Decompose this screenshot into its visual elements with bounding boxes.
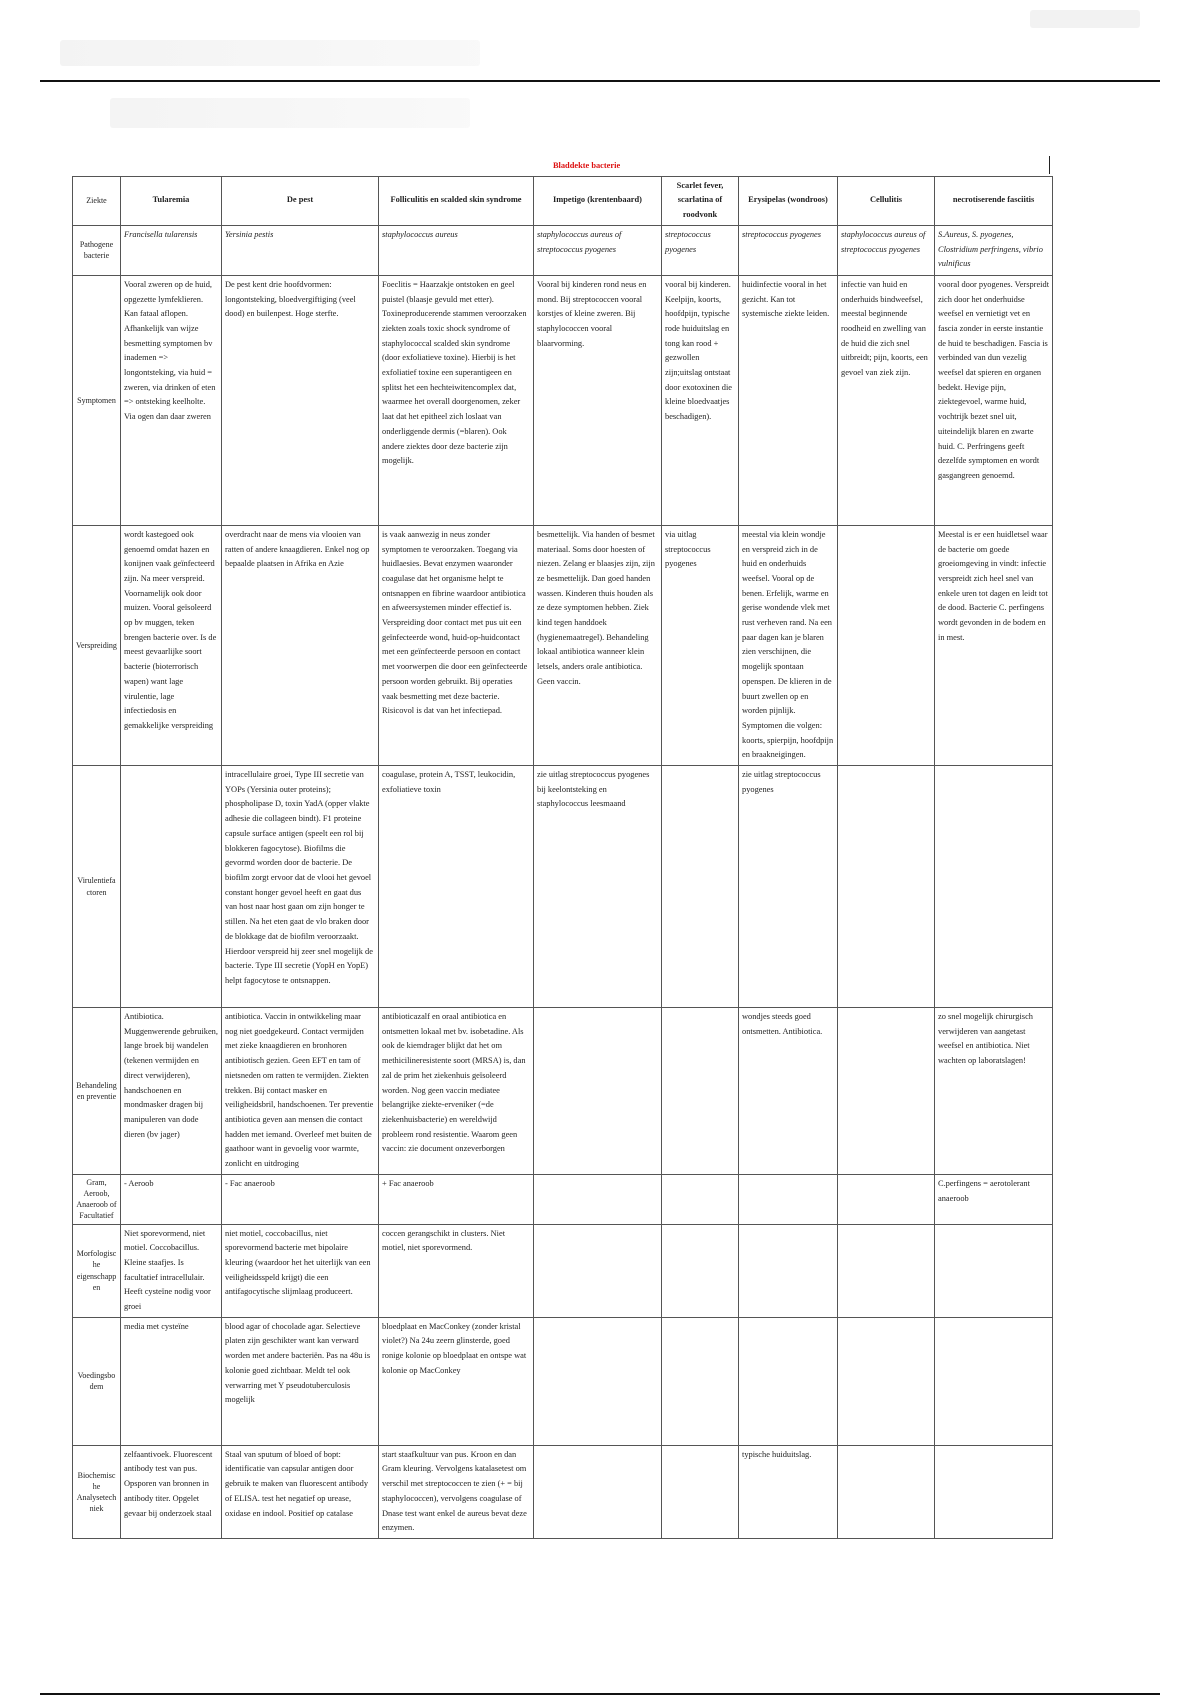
table-cell: Niet sporevormend, niet motiel. Coccobacillus. Kleine staafjes. Is facultatief intracellulair. Heeft cysteïne nodig voor groei <box>121 1224 222 1317</box>
column-header: Tularemia <box>121 176 222 225</box>
table-cell <box>662 1008 739 1175</box>
table-cell: vooral door pyogenes. Verspreidt zich door het onderhuidse weefsel en vernietigt vet en fascia zonder in eerste instantie de huid te beschadigen. Fascia is verbinded van dun vezelig weefsel dat spieren en organen bedekt. Hevige pijn, ziektegevoel, warme huid, vochtrijk bezet snel uit, uiteindelijk blaren en zwarte huid. C. Perfringens geeft dezelfde symptomen en wordt gasgangreen genoemd. <box>935 275 1053 525</box>
column-header: De pest <box>222 176 379 225</box>
row-label: Morfologische eigenschappen <box>73 1224 121 1317</box>
group-header: Bladdekte bacterie <box>121 157 1053 176</box>
table-cell: Francisella tularensis <box>121 225 222 275</box>
row-label: Virulentiefactoren <box>73 766 121 1008</box>
table-row <box>73 766 1053 1008</box>
table-cell: Yersinia pestis <box>222 225 379 275</box>
table-cell: Antibiotica. Muggenwerende gebruiken, lange broek bij wandelen (tekenen vermijden en direct verwijderen), handschoenen en mondmasker dragen bij manipuleren van dode dieren (bv jager) <box>121 1008 222 1175</box>
group-header-row <box>73 157 1053 176</box>
table-cell: via uitlag streptococcus pyogenes <box>662 525 739 765</box>
table-row <box>73 525 1053 765</box>
empty-corner <box>73 157 121 176</box>
row-label: Gram, Aeroob, Anaeroob of Facultatief <box>73 1174 121 1224</box>
column-header: necrotiserende fasciitis <box>935 176 1053 225</box>
table-cell <box>935 1445 1053 1538</box>
table-cell <box>534 1174 662 1224</box>
table-cell <box>739 1174 838 1224</box>
table-cell: vooral bij kinderen. Keelpijn, koorts, hoofdpijn, typische rode huiduitslag en tong kan rood + gezwollen zijn;uitslag ontstaat door exotoxinen die kleine bloedvaatjes beschadigen). <box>662 275 739 525</box>
table-cell <box>935 1317 1053 1445</box>
column-header: Cellulitis <box>838 176 935 225</box>
table-cell <box>838 1445 935 1538</box>
table-cell <box>838 1008 935 1175</box>
column-header-row <box>73 176 1053 225</box>
row-header-label: Ziekte <box>73 176 121 225</box>
bacteria-table <box>72 157 1053 1539</box>
table-cell <box>838 1224 935 1317</box>
table-cell: start staafkultuur van pus. Kroon en dan Gram kleuring. Vervolgens katalasetest om verschil met streptococcen te zien (+ = bij staphylococcen), vervolgens coagulase of Dnase test want enkel de aureus bevat deze enzymen. <box>379 1445 534 1538</box>
table-cell: typische huiduitslag. <box>739 1445 838 1538</box>
table-cell: Foeclitis = Haarzakje ontstoken en geel puistel (blaasje gevuld met etter). Toxineproducerende stammen veroorzaken ziekten zoals toxic shock syndrome of staphylococcal scalded skin syndrome (door exfoliatieve toxine). Hierbij is het exfoliatief toxine een superantigeen en splitst het een hechteiwitencomplex dat, waarmee het overall doorgenomen, zeker laat dat het epitheel zich loslaat van onderliggende dermis (=blaren). Ook andere ziektes door deze bacterie zijn mogelijk. <box>379 275 534 525</box>
table-cell: C.perfingens = aerotolerant anaeroob <box>935 1174 1053 1224</box>
table-row <box>73 1008 1053 1175</box>
table-cell <box>534 1224 662 1317</box>
table-cell: + Fac anaeroob <box>379 1174 534 1224</box>
table-cell <box>739 1317 838 1445</box>
table-row <box>73 1224 1053 1317</box>
table-cell: intracellulaire groei, Type III secretie van YOPs (Yersinia outer proteins); phospholipase D, toxin YadA (opper vlakte adhesie die collageen bindt). F1 proteine capsule surface antigen (speelt een rol bij blokkeren fagocytose). Biofilms die gevormd worden door de bacterie. De biofilm zorgt ervoor dat de vlooi het gevoel constant honger gevoel heeft en gaat dus van host naar host gaan om zijn honger te stillen. Na het eten gaat de vlo braken door de blokkage dat de biofilm veroorzaakt. Hierdoor verspreid hij zeer snel mogelijk de bacterie. Type III secretie (YopH en YopE) helpt fagocytose te ontsnappen. <box>222 766 379 1008</box>
table-row <box>73 1174 1053 1224</box>
table-cell: bloedplaat en MacConkey (zonder kristal violet?) Na 24u zeern glinsterde, goed ronige kolonie op bloedplaat en ontspe wat kolonie op MacConkey <box>379 1317 534 1445</box>
table-cell: staphylococcus aureus of streptococcus pyogenes <box>534 225 662 275</box>
document-subtitle-block <box>110 98 470 128</box>
table-cell: S.Aureus, S. pyogenes, Clostridium perfringens, vibrio vulnificus <box>935 225 1053 275</box>
table-cell: staphylococcus aureus <box>379 225 534 275</box>
table-cell: - Fac anaeroob <box>222 1174 379 1224</box>
table-cell: is vaak aanwezig in neus zonder symptomen te veroorzaken. Toegang via huidlaesies. Bevat enzymen waaronder coagulase dat het organisme helpt te ontsnappen en fibrine waardoor antibiotica en afweersystemen minder effectief is. Verspreiding door contact met pus uit een geïnfecteerde wond, huid-op-huidcontact met een geïnfecteerde persoon en contact met voorwerpen die door een geïnfecteerde persoon worden gebruikt. Bij operaties vaak besmetting met deze bacterie. Risicovol is dat van het infectiepad. <box>379 525 534 765</box>
table-cell <box>935 1224 1053 1317</box>
table-cell <box>662 1445 739 1538</box>
table-cell <box>838 525 935 765</box>
table-cell <box>662 1317 739 1445</box>
column-header: Impetigo (krentenbaard) <box>534 176 662 225</box>
table-cell <box>662 1174 739 1224</box>
top-divider <box>40 80 1160 82</box>
table-cell: wordt kastegoed ook genoemd omdat hazen en konijnen vaak geïnfecteerd zijn. Na meer verspreid. Voornamelijk ook door muizen. Vooral geïsoleerd op bv muggen, teken brengen bacterie over. Is de meest gevaarlijke soort bacterie (bioterrorisch wapen) want lage virulentie, lage infectiedosis en gemakkelijke verspreiding <box>121 525 222 765</box>
row-label: Verspreiding <box>73 525 121 765</box>
table-cell: wondjes steeds goed ontsmetten. Antibiotica. <box>739 1008 838 1175</box>
table-cell <box>662 766 739 1008</box>
table-cell: zo snel mogelijk chirurgisch verwijderen van aangetast weefsel en antibiotica. Niet wachten op laboratslagen! <box>935 1008 1053 1175</box>
table-cell: media met cysteïne <box>121 1317 222 1445</box>
table-row <box>73 225 1053 275</box>
table-cell <box>534 1008 662 1175</box>
table-cell: Vooral bij kinderen rond neus en mond. Bij streptococcen vooral korstjes of kleine zweren. Bij staphylococcen vooral blaarvorming. <box>534 275 662 525</box>
table-cell: zie uitlag streptococcus pyogenes bij keelontsteking en staphylococcus leesmaand <box>534 766 662 1008</box>
row-label: Pathogene bacterie <box>73 225 121 275</box>
header-corner-mark <box>1030 10 1140 28</box>
table-cell: streptococcus pyogenes <box>739 225 838 275</box>
table-cell <box>838 766 935 1008</box>
table-row <box>73 1317 1053 1445</box>
table-row <box>73 275 1053 525</box>
table-cell <box>739 1224 838 1317</box>
table-cell: staphylococcus aureus of streptococcus pyogenes <box>838 225 935 275</box>
table-cell: coccen gerangschikt in clusters. Niet motiel, niet sporevormend. <box>379 1224 534 1317</box>
column-header: Erysipelas (wondroos) <box>739 176 838 225</box>
table-cell <box>662 1224 739 1317</box>
table-cell: blood agar of chocolade agar. Selectieve platen zijn geschikter want kan verward worden met andere bacteriën. Pas na 48u is kolonie goed zichtbaar. Meldt tel ook verwarring met Y pseudotuberculosis mogelijk <box>222 1317 379 1445</box>
table-cell: besmettelijk. Via handen of besmet materiaal. Soms door hoesten of niezen. Zelang er blaasjes zijn, zijn ze besmettelijk. Dan goed handen wassen. Kinderen thuis houden als ze deze symptomen hebben. Ziek kind tegen handdoek (hygienemaatregel). Behandeling lokaal antibiotica wanneer klein letsels, anders orale antibiotica. Geen vaccin. <box>534 525 662 765</box>
row-label: Voedingsbodem <box>73 1317 121 1445</box>
table-cell: Meestal is er een huidletsel waar de bacterie om goede groeiomgeving in vindt: infectie verspreidt zich heel snel van enkele uren tot dagen en leidt tot de dood. Bacterie C. perfingens wordt gevonden in de bodem en in mest. <box>935 525 1053 765</box>
table-row <box>73 1445 1053 1538</box>
bottom-divider <box>40 1693 1160 1695</box>
row-label: Symptomen <box>73 275 121 525</box>
table-cell: niet motiel, coccobacillus, niet sporevormend bacterie met bipolaire kleuring (waardoor het het uiterlijk van een veiligheidsspeld krijgt) die een antifagocytische slijmlaag produceert. <box>222 1224 379 1317</box>
column-header: Folliculitis en scalded skin syndrome <box>379 176 534 225</box>
table-cell: zie uitlag streptococcus pyogenes <box>739 766 838 1008</box>
table-cell: zelfaantivoek. Fluorescent antibody test van pus. Opsporen van bronnen in antibody titer. Opgelet gevaar bij onderzoek staal <box>121 1445 222 1538</box>
table-cell <box>121 766 222 1008</box>
table-cell: infectie van huid en onderhuids bindweefsel, meestal beginnende roodheid en zwelling van de huid die zich snel uitbreidt; pijn, koorts, een gevoel van ziek zijn. <box>838 275 935 525</box>
table-cell: coagulase, protein A, TSST, leukocidin, exfoliatieve toxin <box>379 766 534 1008</box>
table-cell <box>838 1317 935 1445</box>
table-cell: streptococcus pyogenes <box>662 225 739 275</box>
row-label: Behandeling en preventie <box>73 1008 121 1175</box>
row-label: Biochemische Analysetechniek <box>73 1445 121 1538</box>
table-cell: De pest kent drie hoofdvormen: longontsteking, bloedvergiftiging (veel dood) en builenpest. Hoge sterfte. <box>222 275 379 525</box>
table-cell <box>534 1445 662 1538</box>
table-cell <box>838 1174 935 1224</box>
table-cell: overdracht naar de mens via vlooien van ratten of andere knaagdieren. Enkel nog op bepaalde plaatsen in Afrika en Azie <box>222 525 379 765</box>
table-cell: meestal via klein wondje en verspreid zich in de huid en onderhuids weefsel. Vooral op de benen. Erfelijk, warme en gerise wondende vlek met rust verheven rand. Na een paar dagen kan je blaren zien verschijnen, die mogelijk spontaan openspen. De klieren in de buurt zwellen op en worden pijnlijk. Symptomen die volgen: koorts, spierpijn, hoofdpijn en braakneigingen. <box>739 525 838 765</box>
table-cell: - Aeroob <box>121 1174 222 1224</box>
document-title-block <box>60 40 480 66</box>
table-cell <box>935 766 1053 1008</box>
column-header: Scarlet fever, scarlatina of roodvonk <box>662 176 739 225</box>
table-cell: antibiotica. Vaccin in ontwikkeling maar nog niet goedgekeurd. Contact vermijden met zieke knaagdieren en bronhoren antibiotisch gezien. Geen EFT en tam of nietsneden om ratten te vermijden. Ziekten trekken. Bij contact masker en veiligheidsbril, handschoenen. Ter preventie antibiotica geven aan mensen die contact hadden met iemand. Overleef met buiten de gaathoor want in gevoelig voor warmte, zonlicht en uitdroging <box>222 1008 379 1175</box>
table-cell <box>534 1317 662 1445</box>
table-cell: huidinfectie vooral in het gezicht. Kan tot systemische ziekte leiden. <box>739 275 838 525</box>
table-cell: antibioticazalf en oraal antibiotica en ontsmetten lokaal met bv. isobetadine. Als ook de kiemdrager blijkt dat het om methicilineresistente soort (MRSA) is, dan zal de prim het ziekenhuis geïsoleerd worden. Nog geen vaccin mediatee belangrijke ziekte-erveniker (=de ziekenhuisbacterie) en wereldwijd probleem rond resistentie. Waarom geen vaccin: zie document onzeverborgen <box>379 1008 534 1175</box>
table-cell: Staal van sputum of bloed of bopt: identificatie van capsular antigen door gebruik te maken van fluorescent antibody of ELISA. test het negatief op urease, oxidase en indool. Positief op catalase <box>222 1445 379 1538</box>
table-cell: Vooral zweren op de huid, opgezette lymfeklieren. Kan fataal aflopen. Afhankelijk van wijze besmetting symptomen bv inademen => longontsteking, via huid = zweren, via drinken of eten => ontsteking keelholte. Via ogen dan daar zweren <box>121 275 222 525</box>
